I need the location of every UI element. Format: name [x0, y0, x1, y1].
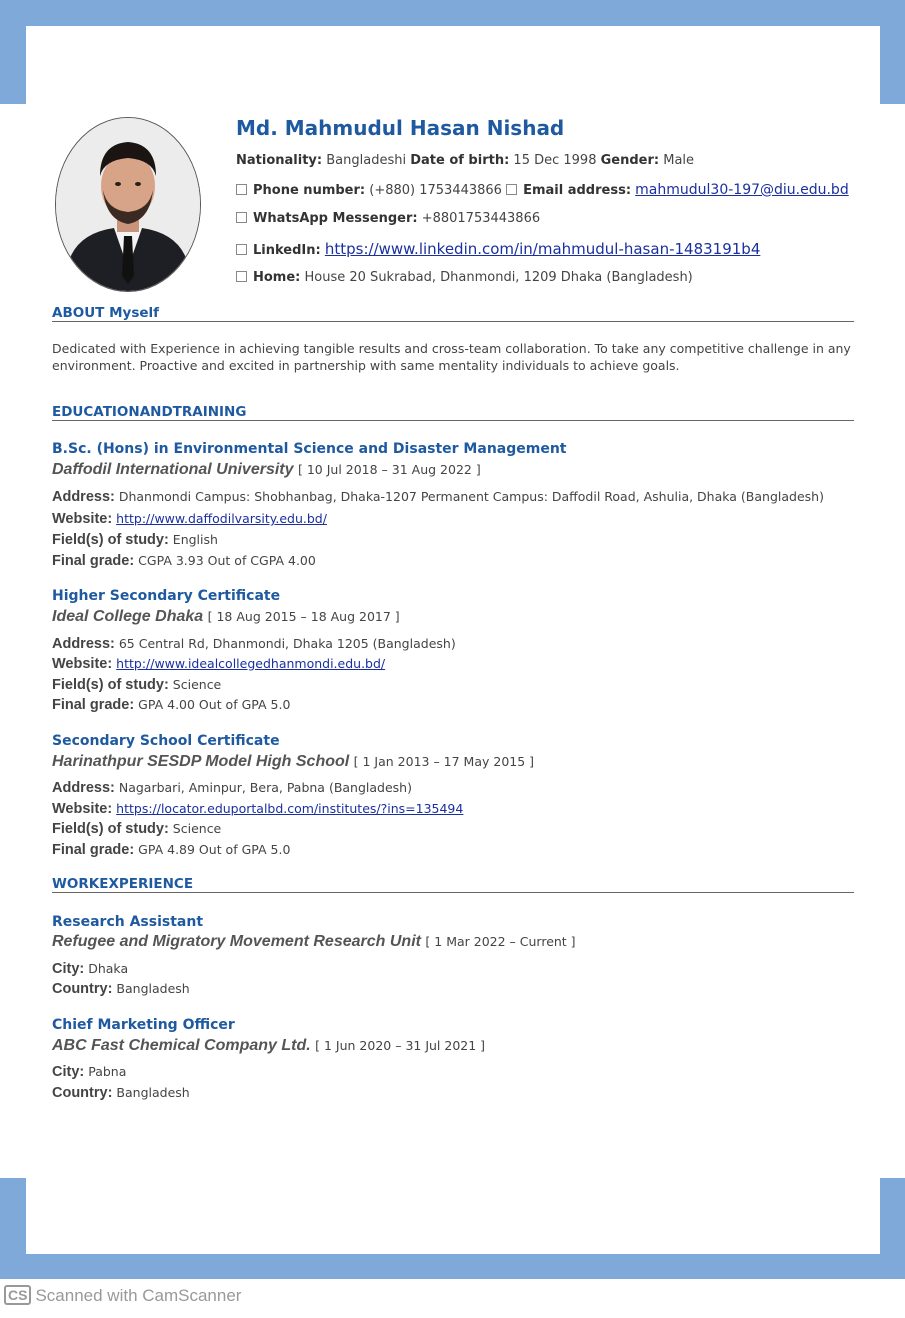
dob-label: Date of birth:	[410, 153, 510, 168]
job-city	[52, 1064, 126, 1080]
personal-info-line	[236, 153, 694, 168]
frame-left-bottom-band	[0, 1178, 26, 1279]
candidate-name: Md. Mahmudul Hasan Nishad	[236, 116, 565, 140]
education-field	[52, 532, 218, 548]
education-institution	[52, 608, 400, 626]
education-title: Higher Secondary Certificate	[52, 588, 281, 604]
institution-name: Harinathpur SESDP Model High School	[52, 753, 350, 770]
education-institution	[52, 753, 534, 771]
profile-photo	[55, 117, 201, 292]
contact-line-whatsapp	[236, 211, 540, 226]
education-field	[52, 821, 221, 837]
website-link[interactable]: http://www.idealcollegedhanmondi.edu.bd/	[116, 656, 386, 671]
frame-top-band	[0, 0, 905, 26]
city-label: City:	[52, 961, 85, 977]
frame-left-top-band	[0, 0, 26, 104]
education-title: Secondary School Certificate	[52, 733, 280, 749]
frame-right-bottom-band	[879, 1178, 905, 1279]
city-value: Dhaka	[88, 961, 129, 976]
whatsapp-icon	[236, 212, 247, 223]
grade-value: GPA 4.89 Out of GPA 5.0	[138, 842, 291, 857]
grade-label: Final grade:	[52, 553, 135, 569]
contact-line-linkedin	[236, 240, 760, 258]
job-city	[52, 961, 128, 977]
email-link[interactable]: mahmudul30-197@diu.edu.bd	[635, 182, 849, 198]
address-label: Address:	[52, 489, 115, 505]
address-label: Address:	[52, 780, 115, 796]
education-grade	[52, 553, 316, 569]
website-label: Website:	[52, 801, 113, 817]
job-title: Research Assistant	[52, 914, 204, 930]
address-value: Dhanmondi Campus: Shobhanbag, Dhaka-1207 Permanent Campus: Daffodil Road, Ashulia, Dhaka (Bangladesh)	[118, 489, 824, 504]
education-institution	[52, 461, 481, 479]
field-value: Science	[172, 821, 222, 836]
city-value: Pabna	[88, 1064, 127, 1079]
website-label: Website:	[52, 656, 113, 672]
home-icon	[236, 271, 247, 282]
job-title: Chief Marketing Officer	[52, 1017, 235, 1033]
job-dates: [ 1 Jun 2020 – 31 Jul 2021 ]	[315, 1038, 486, 1053]
country-value: Bangladesh	[116, 981, 190, 996]
whatsapp-label: WhatsApp Messenger:	[253, 211, 418, 226]
country-label: Country:	[52, 1085, 113, 1101]
frame-bottom-band	[0, 1254, 905, 1279]
country-label: Country:	[52, 981, 113, 997]
education-website	[52, 801, 463, 817]
website-link[interactable]: https://locator.eduportalbd.com/institutes/?ins=135494	[116, 801, 464, 816]
education-address	[52, 636, 456, 652]
website-label: Website:	[52, 511, 113, 527]
section-heading-education: EDUCATIONANDTRAINING	[52, 404, 854, 421]
education-address	[52, 489, 824, 505]
home-value: House 20 Sukrabad, Dhanmondi, 1209 Dhaka (Bangladesh)	[304, 270, 693, 285]
linkedin-label: LinkedIn:	[253, 243, 321, 258]
organization-name: ABC Fast Chemical Company Ltd.	[52, 1037, 311, 1054]
nationality-value: Bangladeshi	[326, 153, 407, 168]
email-icon	[506, 184, 517, 195]
education-grade	[52, 842, 290, 858]
education-address	[52, 780, 412, 796]
field-value: English	[172, 532, 218, 547]
phone-icon	[236, 184, 247, 195]
whatsapp-value: +8801753443866	[421, 211, 541, 226]
website-link[interactable]: http://www.daffodilvarsity.edu.bd/	[116, 511, 327, 526]
organization-name: Refugee and Migratory Movement Research Unit	[52, 933, 421, 950]
linkedin-link[interactable]: https://www.linkedin.com/in/mahmudul-hasan-1483191b4	[324, 240, 761, 258]
address-value: Nagarbari, Aminpur, Bera, Pabna (Bangladesh)	[118, 780, 412, 795]
city-label: City:	[52, 1064, 85, 1080]
about-text: Dedicated with Experience in achieving tangible results and cross-team collaboration. To take any competitive challenge in any environment. Proactive and excited in partnership with same mentality individuals to achieve goals.	[52, 341, 851, 373]
camscanner-text: Scanned with CamScanner	[35, 1286, 242, 1305]
education-dates: [ 10 Jul 2018 – 31 Aug 2022 ]	[297, 462, 481, 477]
education-field	[52, 677, 221, 693]
education-title: B.Sc. (Hons) in Environmental Science and Disaster Management	[52, 441, 567, 457]
grade-value: GPA 4.00 Out of GPA 5.0	[138, 697, 291, 712]
gender-value: Male	[663, 153, 695, 168]
camscanner-logo-icon: CS	[4, 1285, 31, 1305]
job-organization	[52, 1037, 485, 1055]
field-label: Field(s) of study:	[52, 821, 169, 837]
education-website	[52, 656, 385, 672]
address-label: Address:	[52, 636, 115, 652]
institution-name: Ideal College Dhaka	[52, 608, 204, 625]
email-label: Email address:	[523, 183, 632, 198]
education-dates: [ 18 Aug 2015 – 18 Aug 2017 ]	[207, 609, 400, 624]
job-organization	[52, 933, 576, 951]
nationality-label: Nationality:	[236, 153, 323, 168]
country-value: Bangladesh	[116, 1085, 190, 1100]
job-country	[52, 981, 190, 997]
contact-line-phone-email	[236, 182, 849, 198]
education-grade	[52, 697, 290, 713]
field-label: Field(s) of study:	[52, 677, 169, 693]
address-value: 65 Central Rd, Dhanmondi, Dhaka 1205 (Bangladesh)	[118, 636, 456, 651]
phone-value: (+880) 1753443866	[369, 183, 502, 198]
education-dates: [ 1 Jan 2013 – 17 May 2015 ]	[353, 754, 535, 769]
contact-line-home	[236, 270, 693, 285]
field-value: Science	[172, 677, 222, 692]
phone-label: Phone number:	[253, 183, 366, 198]
gender-label: Gender:	[600, 153, 660, 168]
grade-label: Final grade:	[52, 697, 135, 713]
job-country	[52, 1085, 190, 1101]
grade-label: Final grade:	[52, 842, 135, 858]
section-heading-about: ABOUT Myself	[52, 305, 854, 322]
job-dates: [ 1 Mar 2022 – Current ]	[425, 934, 576, 949]
institution-name: Daffodil International University	[52, 461, 294, 478]
linkedin-icon	[236, 244, 247, 255]
education-website	[52, 511, 327, 527]
section-heading-work: WORKEXPERIENCE	[52, 876, 854, 893]
camscanner-watermark	[4, 1285, 241, 1306]
home-label: Home:	[253, 270, 301, 285]
frame-right-top-band	[879, 0, 905, 104]
dob-value: 15 Dec 1998	[513, 153, 597, 168]
field-label: Field(s) of study:	[52, 532, 169, 548]
grade-value: CGPA 3.93 Out of CGPA 4.00	[138, 553, 316, 568]
